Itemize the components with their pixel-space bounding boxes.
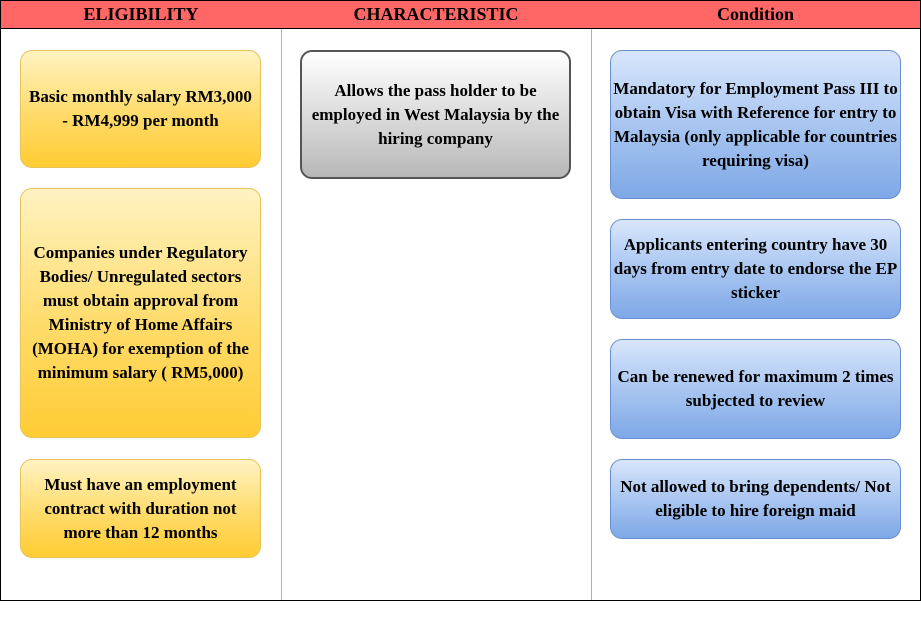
condition-box-ep-sticker (610, 219, 901, 319)
eligibility-box-approval (20, 188, 261, 438)
characteristic-text: Allows the pass holder to be employed in West Malaysia by the hiring company (311, 80, 560, 148)
table-header (1, 1, 920, 29)
header-condition: Condition (716, 4, 795, 24)
condition-box-visa (610, 50, 901, 199)
eligibility-box-salary (20, 50, 261, 168)
eligibility-text: Basic monthly salary RM3,000 - RM4,999 per month (29, 87, 252, 130)
eligibility-text: Companies under Regulatory Bodies/ Unregulated sectors must obtain approval from Ministry of Home Affairs (MOHA) for exemption of the minimum salary ( RM5,000) (32, 243, 249, 382)
condition-text: Applicants entering country have 30 days from entry date to endorse the EP sticker (613, 235, 898, 302)
condition-box-renewal (610, 339, 901, 439)
column-divider (281, 29, 282, 600)
header-eligibility: ELIGIBILITY (83, 4, 199, 24)
condition-text: Not allowed to bring dependents/ Not eligible to hire foreign maid (620, 477, 891, 520)
column-divider (591, 29, 592, 600)
condition-text: Can be renewed for maximum 2 times subjected to review (617, 367, 894, 410)
characteristic-box-employment (300, 50, 571, 179)
eligibility-box-contract (20, 459, 261, 558)
eligibility-text: Must have an employment contract with duration not more than 12 months (44, 474, 237, 542)
header-characteristic: CHARACTERISTIC (353, 4, 519, 24)
condition-box-dependents (610, 459, 901, 539)
condition-text: Mandatory for Employment Pass III to obtain Visa with Reference for entry to Malaysia (only applicable for countries requiring visa) (613, 78, 898, 170)
